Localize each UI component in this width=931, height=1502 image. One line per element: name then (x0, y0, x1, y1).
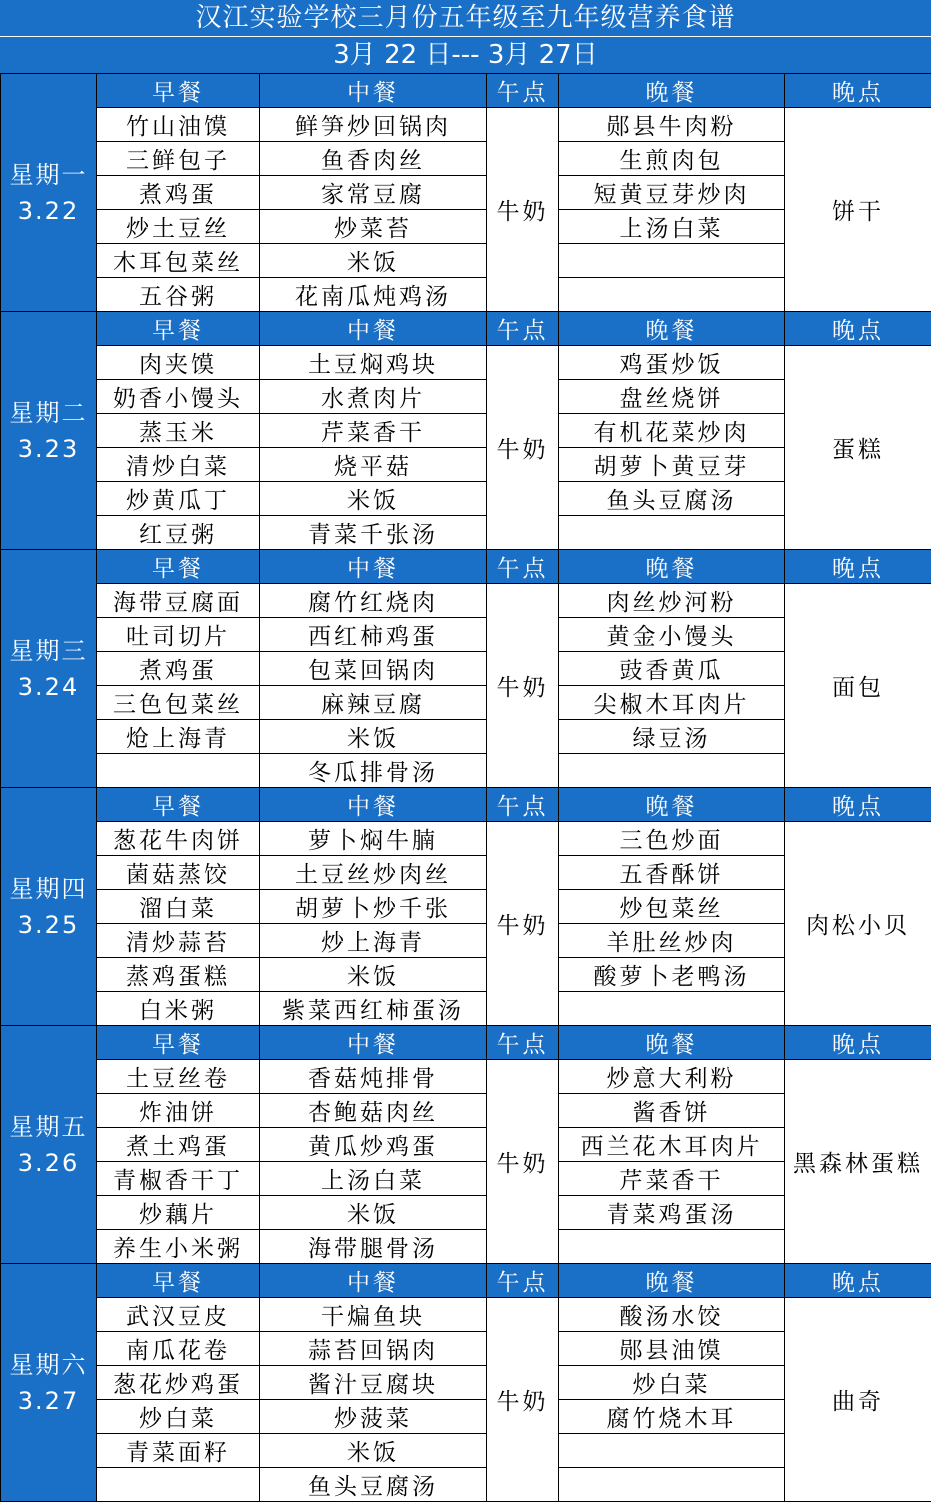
noon-snack: 牛奶 (487, 108, 559, 312)
dinner-item: 腐竹烧木耳 (559, 1400, 785, 1434)
lunch-item: 杏鲍菇肉丝 (260, 1094, 487, 1128)
dinner-item: 酱香饼 (559, 1094, 785, 1128)
day-date: 3.24 (1, 669, 96, 705)
night-snack: 蛋糕 (785, 346, 931, 550)
header-dinner: 晚餐 (559, 312, 785, 346)
lunch-item: 米饭 (260, 1196, 487, 1230)
lunch-item: 西红柿鸡蛋 (260, 618, 487, 652)
breakfast-item: 炒藕片 (97, 1196, 260, 1230)
breakfast-item: 三色包菜丝 (97, 686, 260, 720)
menu-row (1, 1298, 931, 1332)
lunch-item: 鱼头豆腐汤 (260, 1468, 487, 1502)
lunch-item: 胡萝卜炒千张 (260, 890, 487, 924)
breakfast-item: 武汉豆皮 (97, 1298, 260, 1332)
dinner-item: 酸汤水饺 (559, 1298, 785, 1332)
header-night-snack: 晚点 (785, 74, 931, 108)
header-lunch: 中餐 (260, 1264, 487, 1298)
dinner-item: 炒意大利粉 (559, 1060, 785, 1094)
dinner-item: 有机花菜炒肉 (559, 414, 785, 448)
night-snack: 黑森林蛋糕 (785, 1060, 931, 1264)
lunch-item: 包菜回锅肉 (260, 652, 487, 686)
dinner-item: 青菜鸡蛋汤 (559, 1196, 785, 1230)
breakfast-item: 青菜面籽 (97, 1434, 260, 1468)
breakfast-item: 海带豆腐面 (97, 584, 260, 618)
dinner-item: 五香酥饼 (559, 856, 785, 890)
dinner-item: 鱼头豆腐汤 (559, 482, 785, 516)
day-label (1, 788, 97, 1026)
breakfast-item (97, 1468, 260, 1502)
header-night-snack: 晚点 (785, 1264, 931, 1298)
breakfast-item: 溜白菜 (97, 890, 260, 924)
day-label (1, 1026, 97, 1264)
day-date: 3.22 (1, 193, 96, 229)
night-snack: 肉松小贝 (785, 822, 931, 1026)
lunch-item: 鱼香肉丝 (260, 142, 487, 176)
dinner-item (559, 992, 785, 1026)
header-dinner: 晚餐 (559, 1026, 785, 1060)
header-breakfast: 早餐 (97, 74, 260, 108)
lunch-item: 米饭 (260, 720, 487, 754)
header-breakfast: 早餐 (97, 312, 260, 346)
lunch-item: 青菜千张汤 (260, 516, 487, 550)
night-snack: 曲奇 (785, 1298, 931, 1502)
menu-row (1, 108, 931, 142)
breakfast-item: 煮鸡蛋 (97, 176, 260, 210)
header-noon-snack: 午点 (487, 550, 559, 584)
dinner-item: 酸萝卜老鸭汤 (559, 958, 785, 992)
header-dinner: 晚餐 (559, 788, 785, 822)
header-noon-snack: 午点 (487, 312, 559, 346)
lunch-item: 冬瓜排骨汤 (260, 754, 487, 788)
breakfast-item: 菌菇蒸饺 (97, 856, 260, 890)
noon-snack: 牛奶 (487, 1060, 559, 1264)
breakfast-item: 养生小米粥 (97, 1230, 260, 1264)
dinner-item: 黄金小馒头 (559, 618, 785, 652)
header-night-snack: 晚点 (785, 550, 931, 584)
day-date: 3.25 (1, 907, 96, 943)
day-header-row (1, 1026, 931, 1060)
lunch-item: 黄瓜炒鸡蛋 (260, 1128, 487, 1162)
noon-snack: 牛奶 (487, 822, 559, 1026)
breakfast-item: 青椒香干丁 (97, 1162, 260, 1196)
page-title: 汉江实验学校三月份五年级至九年级营养食谱 (0, 0, 931, 37)
breakfast-item: 竹山油馍 (97, 108, 260, 142)
day-name: 星期一 (1, 157, 96, 193)
header-dinner: 晚餐 (559, 74, 785, 108)
lunch-item: 上汤白菜 (260, 1162, 487, 1196)
day-label (1, 1264, 97, 1502)
dinner-item: 鸡蛋炒饭 (559, 346, 785, 380)
dinner-item: 三色炒面 (559, 822, 785, 856)
breakfast-item (97, 754, 260, 788)
day-header-row (1, 550, 931, 584)
lunch-item: 鲜笋炒回锅肉 (260, 108, 487, 142)
dinner-item: 炒包菜丝 (559, 890, 785, 924)
lunch-item: 芹菜香干 (260, 414, 487, 448)
breakfast-item: 葱花牛肉饼 (97, 822, 260, 856)
day-name: 星期六 (1, 1347, 96, 1383)
lunch-item: 炒上海青 (260, 924, 487, 958)
dinner-item: 豉香黄瓜 (559, 652, 785, 686)
dinner-item (559, 1468, 785, 1502)
lunch-item: 花南瓜炖鸡汤 (260, 278, 487, 312)
menu-row (1, 584, 931, 618)
dinner-item: 生煎肉包 (559, 142, 785, 176)
lunch-item: 米饭 (260, 482, 487, 516)
day-header-row (1, 1264, 931, 1298)
night-snack: 饼干 (785, 108, 931, 312)
day-header-row (1, 312, 931, 346)
header-dinner: 晚餐 (559, 1264, 785, 1298)
header-breakfast: 早餐 (97, 1026, 260, 1060)
header-lunch: 中餐 (260, 1026, 487, 1060)
lunch-item: 干煸鱼块 (260, 1298, 487, 1332)
lunch-item: 米饭 (260, 244, 487, 278)
breakfast-item: 炒白菜 (97, 1400, 260, 1434)
dinner-item (559, 516, 785, 550)
dinner-item: 短黄豆芽炒肉 (559, 176, 785, 210)
dinner-item (559, 1434, 785, 1468)
breakfast-item: 煮土鸡蛋 (97, 1128, 260, 1162)
noon-snack: 牛奶 (487, 1298, 559, 1502)
dinner-item (559, 278, 785, 312)
lunch-item: 蒜苔回锅肉 (260, 1332, 487, 1366)
breakfast-item: 木耳包菜丝 (97, 244, 260, 278)
lunch-item: 炒菜苔 (260, 210, 487, 244)
lunch-item: 烧平菇 (260, 448, 487, 482)
header-noon-snack: 午点 (487, 1026, 559, 1060)
lunch-item: 水煮肉片 (260, 380, 487, 414)
header-night-snack: 晚点 (785, 788, 931, 822)
breakfast-item: 奶香小馒头 (97, 380, 260, 414)
lunch-item: 米饭 (260, 958, 487, 992)
breakfast-item: 南瓜花卷 (97, 1332, 260, 1366)
date-range: 3月 22 日--- 3月 27日 (0, 37, 931, 73)
header-night-snack: 晚点 (785, 312, 931, 346)
dinner-item: 芹菜香干 (559, 1162, 785, 1196)
breakfast-item: 白米粥 (97, 992, 260, 1026)
breakfast-item: 煮鸡蛋 (97, 652, 260, 686)
header-breakfast: 早餐 (97, 550, 260, 584)
header-night-snack: 晚点 (785, 1026, 931, 1060)
dinner-item: 羊肚丝炒肉 (559, 924, 785, 958)
day-header-row (1, 788, 931, 822)
day-date: 3.23 (1, 431, 96, 467)
header-noon-snack: 午点 (487, 74, 559, 108)
breakfast-item: 肉夹馍 (97, 346, 260, 380)
menu-table (0, 73, 931, 1502)
breakfast-item: 炝上海青 (97, 720, 260, 754)
header-noon-snack: 午点 (487, 788, 559, 822)
lunch-item: 麻辣豆腐 (260, 686, 487, 720)
header-lunch: 中餐 (260, 312, 487, 346)
header-dinner: 晚餐 (559, 550, 785, 584)
lunch-item: 酱汁豆腐块 (260, 1366, 487, 1400)
header-lunch: 中餐 (260, 74, 487, 108)
noon-snack: 牛奶 (487, 584, 559, 788)
dinner-item: 绿豆汤 (559, 720, 785, 754)
noon-snack: 牛奶 (487, 346, 559, 550)
lunch-item: 海带腿骨汤 (260, 1230, 487, 1264)
day-label (1, 312, 97, 550)
lunch-item: 腐竹红烧肉 (260, 584, 487, 618)
lunch-item: 土豆焖鸡块 (260, 346, 487, 380)
lunch-item: 香菇炖排骨 (260, 1060, 487, 1094)
breakfast-item: 清炒蒜苔 (97, 924, 260, 958)
menu-row (1, 346, 931, 380)
breakfast-item: 土豆丝卷 (97, 1060, 260, 1094)
day-name: 星期三 (1, 633, 96, 669)
dinner-item: 炒白菜 (559, 1366, 785, 1400)
breakfast-item: 红豆粥 (97, 516, 260, 550)
header-lunch: 中餐 (260, 550, 487, 584)
breakfast-item: 葱花炒鸡蛋 (97, 1366, 260, 1400)
breakfast-item: 蒸鸡蛋糕 (97, 958, 260, 992)
breakfast-item: 五谷粥 (97, 278, 260, 312)
menu-row (1, 822, 931, 856)
lunch-item: 萝卜焖牛腩 (260, 822, 487, 856)
breakfast-item: 炸油饼 (97, 1094, 260, 1128)
breakfast-item: 炒黄瓜丁 (97, 482, 260, 516)
day-name: 星期二 (1, 395, 96, 431)
header-breakfast: 早餐 (97, 788, 260, 822)
dinner-item: 上汤白菜 (559, 210, 785, 244)
day-name: 星期五 (1, 1109, 96, 1145)
day-label (1, 74, 97, 312)
breakfast-item: 蒸玉米 (97, 414, 260, 448)
day-header-row (1, 74, 931, 108)
day-name: 星期四 (1, 871, 96, 907)
dinner-item: 郧县牛肉粉 (559, 108, 785, 142)
breakfast-item: 三鲜包子 (97, 142, 260, 176)
dinner-item: 盘丝烧饼 (559, 380, 785, 414)
dinner-item: 郧县油馍 (559, 1332, 785, 1366)
dinner-item: 尖椒木耳肉片 (559, 686, 785, 720)
breakfast-item: 清炒白菜 (97, 448, 260, 482)
menu-row (1, 1060, 931, 1094)
dinner-item: 肉丝炒河粉 (559, 584, 785, 618)
lunch-item: 米饭 (260, 1434, 487, 1468)
dinner-item: 西兰花木耳肉片 (559, 1128, 785, 1162)
dinner-item: 胡萝卜黄豆芽 (559, 448, 785, 482)
header-lunch: 中餐 (260, 788, 487, 822)
day-label (1, 550, 97, 788)
header-noon-snack: 午点 (487, 1264, 559, 1298)
lunch-item: 土豆丝炒肉丝 (260, 856, 487, 890)
dinner-item (559, 754, 785, 788)
lunch-item: 紫菜西红柿蛋汤 (260, 992, 487, 1026)
lunch-item: 家常豆腐 (260, 176, 487, 210)
day-date: 3.26 (1, 1145, 96, 1181)
dinner-item (559, 244, 785, 278)
dinner-item (559, 1230, 785, 1264)
header-breakfast: 早餐 (97, 1264, 260, 1298)
breakfast-item: 吐司切片 (97, 618, 260, 652)
lunch-item: 炒菠菜 (260, 1400, 487, 1434)
breakfast-item: 炒土豆丝 (97, 210, 260, 244)
night-snack: 面包 (785, 584, 931, 788)
day-date: 3.27 (1, 1383, 96, 1419)
